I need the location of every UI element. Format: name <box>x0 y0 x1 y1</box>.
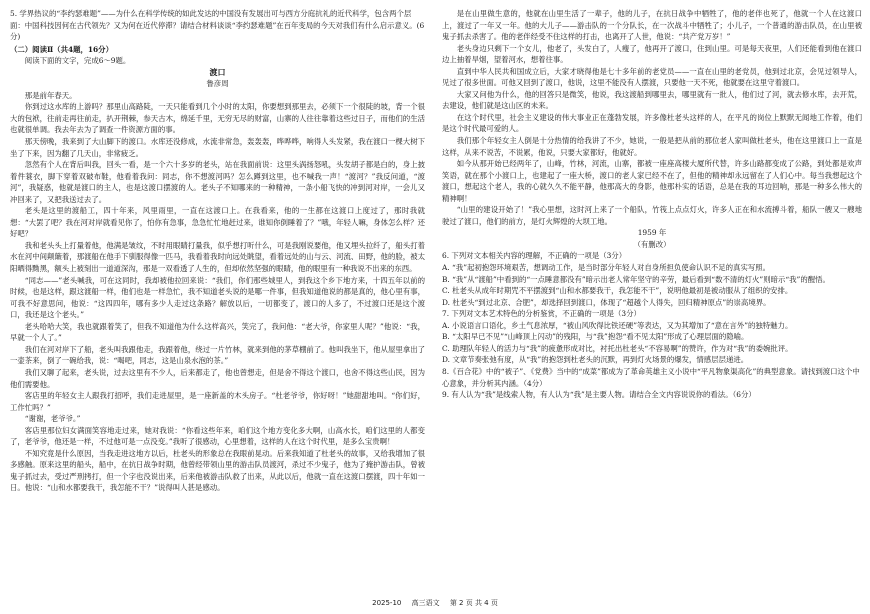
question-text: 6. 下列对文本相关内容的理解，不正确的一项是（3分） <box>442 251 627 261</box>
answer-option: C. 杜老头从成年时期咒不平摆渡到“山和水都要我干，我怎能不干”，说明他最初是被动服从了组织的安排。 <box>442 286 793 296</box>
paragraph: 那是前年春天。 <box>24 90 77 100</box>
article-author: 鲁彦周 <box>206 79 229 89</box>
paragraph: 你到过这水库的上游吗？那里山高路陡，一天只能看到几个小时的太阳，你要想到那里去，必须下一个很陡的坡，背一个很大的包袱，往前走再往前走，扒开荆棘，参天古木，绵延千里，无穷无尽的财富，山寨的人往往靠着这些过日子，而他们的生活也就很单调。我去年去为了调查一件资源方面的事。 <box>10 102 425 135</box>
article-note: （有删改） <box>633 239 671 249</box>
paragraph: 如今从那开始已经两年了，山峰，竹林，河流，山寨，都被一座座高楼大厦所代替，许多山路都变成了公路，到处都是欢声笑语，就在那个小渡口上，也建起了一座大桥，渡口的老人家已经不在了，但他的精神却永远留在了人们心中。每当我想起这个渡口，想起这个老人，我的心就久久不能平静，他那高大的身影，他那朴实的话语，总是在我的耳边回响，那是一种多么伟大的精神啊！ <box>442 159 862 203</box>
right-column <box>442 8 862 401</box>
footer-date: 2025-10 <box>372 599 402 607</box>
answer-option: B. “我”从“渡船”中看到的“一点睡意都没有”暗示出老人常年坚守的辛劳，最后看到“数不清的灯火”则暗示“我”的醒悟。 <box>442 274 830 284</box>
footer-page: 第 2 页 共 4 页 <box>449 599 498 607</box>
paragraph: 直到中华人民共和国成立后，大家才晓得他是七十多年前的老党员——一直在山里的老党员，他到过北京，会见过领导人，见过了很多世面。可他又回到了渡口，他说，这里不能没有人摆渡，只要他一天不死，他就要在这里守着渡口。 <box>442 66 862 88</box>
left-column <box>10 8 425 494</box>
answer-option: A. “我”起初抱怨环境艰苦，想调动工作，是当时部分年轻人对自身所担负使命认识不足的真实写照。 <box>442 263 771 273</box>
question-text: 5. 学界热议的“李约瑟难题”——为什么在科学传统的如此发达的中国没有发展出可与西方分庭抗礼的近代科学，包含两个层面：中国科技因何在古代领先？又为何在近代停滞？请结合材料谈谈“李约瑟难题”在百年变局的今天对我们有什么启示意义。(6分) <box>10 9 425 42</box>
paragraph: 客店里那位妇女满面笑容地走过来，她对我说：“你看这些年来，咱们这个地方变化多大啊，山高水长，咱们这里的人都变了，老爷爷，他还是一样，不过他可是一点没变。”我听了很感动，心里想着，这样的人在这个时代里，是多么宝贵啊！ <box>10 425 425 447</box>
answer-option: D. 杜老头“到过北京、合肥”，却选择回到渡口，体现了“超越个人得失，回归精神原点”的崇高境界。 <box>442 297 771 307</box>
paragraph: “山里的建设开始了！”我心里想，这时河上来了一个船队，竹筏上点点灯火，许多人正在和水流搏斗着，船队一艘又一艘地驶过了渡口，他们的前方，是灯火辉煌的大坝工地。 <box>442 205 862 226</box>
paragraph: 老头哈哈大笑，我也就跟着笑了，但我不知道他为什么这样高兴，笑完了，我问他：“老大爷，你家里人呢？”他说：“我，早就一个人了。” <box>10 321 425 343</box>
paragraph: 我们那个年轻女主人倒是十分热情的给我讲了不少，她说，一般是把从前的那位老人家叫做杜老头，他在这里渡口上一直是这样，从来不说苦，不说累，他说，只要大家都好，他就好。 <box>442 136 862 157</box>
section-heading: （二）阅读Ⅱ（共4题，16分） <box>10 44 113 54</box>
paragraph: 在这个时代里，社会主义建设的伟大事业正在蓬勃发展，许多像杜老头这样的人，在平凡的岗位上默默无闻地工作着，他们是这个时代最可爱的人。 <box>442 112 862 134</box>
paragraph: 老头身边只剩下一个女儿，他老了，头发白了，人瘦了，他再开了渡口，住到山里。可是每天夜里，人们还能看到他在渡口边上抽着旱烟，望着河水，想着往事。 <box>442 43 862 65</box>
question-text: 7. 下列对文本艺术特色的分析鉴赏，不正确的一项是（3分） <box>442 309 641 319</box>
answer-option: C. 助理队年轻人的活力与“我”的疲惫形成对比，衬托出杜老头“不容易啊”的赞许，作为对“我”的委婉批评。 <box>442 343 793 353</box>
paragraph: “谢谢，老爷爷。” <box>24 414 81 424</box>
paragraph: 阅读下面的文字，完成6～9题。 <box>24 56 131 66</box>
answer-option: B. “太阳早已不见”“山峰顶上闪动”的残阳，与“我”抱怨“看不见太阳”形成了心理层面的隐喻。 <box>442 332 749 342</box>
paragraph: 我和老头头上打量着他，他满是皱纹，不时用眼睛打量我，似乎想打听什么，可是我刚说要他，他又埋头拉纤了，船头打着水在河中间颠簸着，那渡船在他手下驯服得像一匹马，我看着我时向远处眺望，看着远处的山与云、河流、田野，他的脸，被太阳晒得黝黑，额头上被刻出一道道深沟，那是一双看透了人生的，但却依然坚强的眼睛，他的眼里有一种我说不出来的东西。 <box>10 240 425 274</box>
answer-option: D. 文章节奏张弛有度，从“我”的抱怨到杜老头的沉默，再到灯火场景的爆发，情感层层递进。 <box>442 355 749 365</box>
paragraph: 我们在河对岸下了船，老头叫我跟他走，我跟着他，绕过一片竹林，就来到他的茅草棚前了。他叫我坐下，他从屋里拿出了一壶茶来，倒了一碗给我，说：“喝吧，同志，这是山泉水泡的茶。” <box>10 344 425 366</box>
paragraph: 老头是这里的渡船工，四十年来，风里雨里，一直在这渡口上。在我看来，他的一生都在这渡口上度过了，那时我就想：“大罢了吧？我在河对岸就看见你了，怕你有急事，急急忙忙地赶过来，谁知你倒睡着了？”哦，年轻人嘛，身体怎么样？还好吧？ <box>10 206 425 239</box>
paragraph: 那天傍晚，我来到了大山脚下的渡口。水库还没修成，水流非常急，轰轰轰，哗哗哗，响得人头发紧，我在渡口一棵大树下坐了下来，因为翻了几天山，非常疲乏。 <box>10 137 425 158</box>
paragraph: 忽然有个人在背后叫我，回头一看，是一个六十多岁的老头，站在我面前说：这里头涡扬怒吼，头发胡子都是白的，身上披着件蓑衣，脚下穿着双破布鞋，他看着我问：同志，你不想渡河吗？怎么蹲到这里，也不喊我一声！“渡河？”我反问道，“渡河”，我疑惑，他就是渡口的主人，也是这渡口摆渡的人。老头子不知哪来的一种精神，一条小船飞快的冲到河对岸，一会儿又冲回来了，又把我送过去了。 <box>10 160 425 204</box>
paragraph: 客店里的年轻女主人跟我打招呼，我们走进屋里，是一座新盖的木头房子。“杜老爷爷，你好呀！”她甜甜地叫。“你们好，工作忙吗？” <box>10 391 425 412</box>
question-text: 8.《百合花》中的“被子”、《党费》当中的“成菜”都成为了革命英雄主义小说中“平凡物象渠高化”的典型意象。请找到渡口这个中心意象，并分析其内涵。（4分） <box>442 366 860 388</box>
paragraph: “同志——”老头喊我，可在这同时，我却被他拉回来说：“我们，你们那些城里人，到我这个乡下地方来，十四五年以前的时候，也是这样，跟这渡船一样，他们也是一样急忙，我不知道老头说的是哪一件事，但我知道他说的都是真的，他心里有事，可我不好意思问，他说：“这四四年，哪有多少人走过这条路？解放以后，一切都变了，渡口的人多了，不过渡口还是这个渡口，我还是这个老头。” <box>10 275 425 320</box>
footer-subject: 高三语文 <box>411 599 440 607</box>
article-title: 渡口 <box>209 66 226 77</box>
paragraph: 大家又问他为什么，他的回答只是微笑，他说，我这渡船到哪里去，哪里就有一批人，他们过了河，就去修水库，去开荒，去建设，他们就是这山区的未来。 <box>442 89 862 111</box>
paragraph: 是在山里做生意的，他就在山里生活了一辈子，他的儿子，在抗日战争中牺牲了，他的老伴也死了，他就一个人在这渡口上，渡过了一年又一年。他的大儿子——游击队的一个分队长，在一次战斗中牺牲了；小儿子，一个普通的游击队员，在山里被鬼子抓去杀害了。他的老伴经受不住这样的打击，也离开了人世，他说：“共产党万岁！” <box>442 9 862 42</box>
article-note: 1959 年 <box>637 228 667 238</box>
question-text: 9. 有人认为“我”是线索人物，有人认为“我”是主要人物。请结合全文内容说说你的看法。（6分） <box>442 390 756 400</box>
answer-option: A. 小说语言口语化，乡土气息浓厚，“被山风吹得比铁还硬”等表达，又为其增加了“意在言外”的独特魅力。 <box>442 320 793 330</box>
paragraph: 我们又聊了起来，老头说，过去这里有不少人，后来都走了，他也曾想走，但是舍不得这个渡口，也舍不得这些山民，因为他们需要他。 <box>10 367 425 389</box>
paragraph: 不知究竟是什么原因，当我走进这地方以后，杜老头的形象总在我眼前晃动。后来我知道了杜老头的故事，又给我增加了很多感触。原来这里的船头，船中，在抗日战争时期，他曾经带领山里的游击队员渡河，杀过不少鬼子，他为了掩护游击队，曾被鬼子抓过去，受过严刑拷打，但一个字也没说出来，后来他被游击队救了出来，从此以后，他就一直在这渡口摆渡，四十年如一日。他说：“山和水都要我干，我怎能不干？”说得叫人甚是感动。 <box>10 448 425 493</box>
page-footer <box>0 598 870 608</box>
